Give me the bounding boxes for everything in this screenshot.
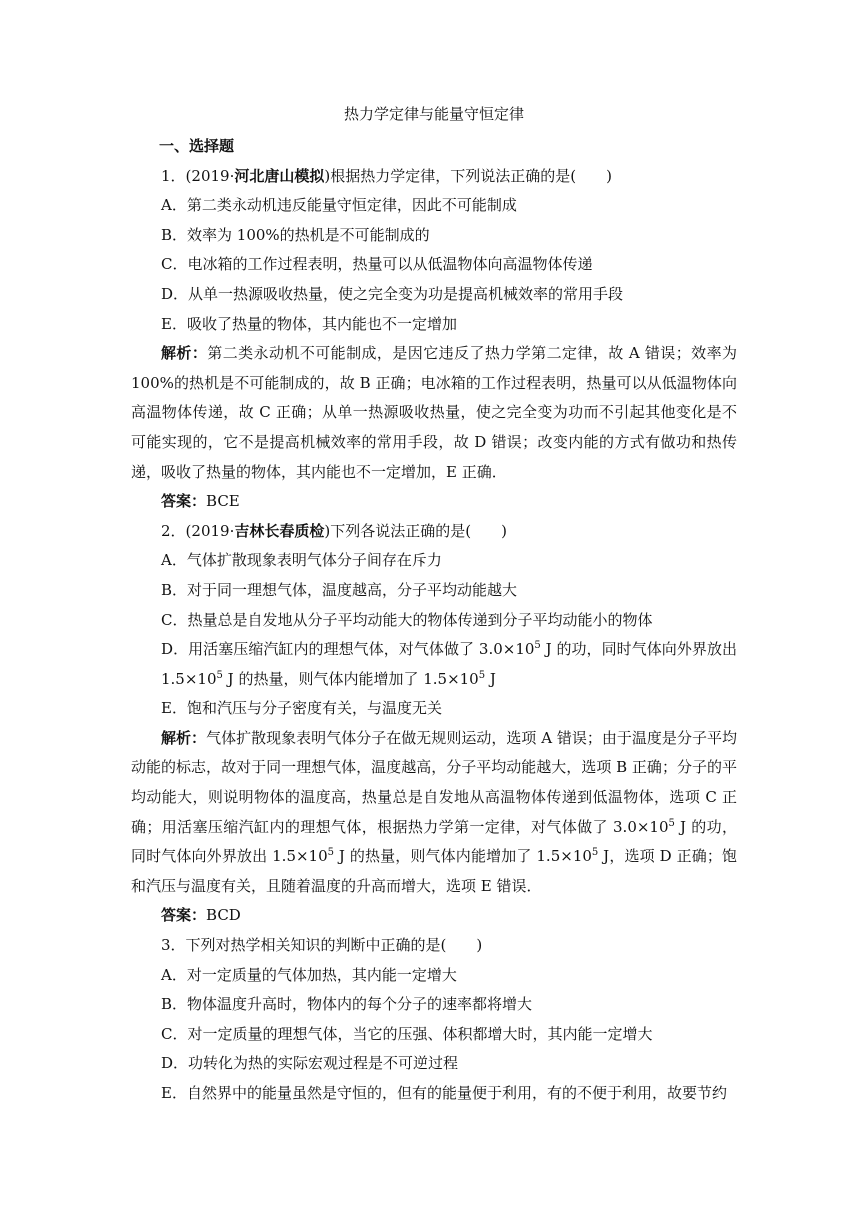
question-2-option-c: C．热量总是自发地从分子平均动能大的物体传递到分子平均动能小的物体	[161, 610, 653, 629]
analysis-label: 解析：	[161, 728, 207, 747]
question-1-stem: 1．(2019·河北唐山模拟)根据热力学定律，下列说法正确的是( )	[161, 166, 612, 185]
question-2-analysis: 解析：气体扩散现象表明气体分子在做无规则运动，选项 A 错误；由于温度是分子平均动能的标志，故对于同一理想气体，温度越高，分子平均动能越大，选项 B 正确；分子的平均动能大，则说明物体的温度高，热量总是自发地从高温物体传递到低温物体，选项 C 正确；用活塞压缩汽缸内的理想气体，根据热力学第一定律，对气体做了 $3.0\times 10^5$ J 的功，同时气体向外界放出 $1.5\times 10^5$ J 的热量，则气体内能增加了 $1.5\times 10^5$ J，选项 D 正确；饱和汽压与温度有关，且随着温度的升高而增大，选项 E 错误．	[131, 728, 737, 895]
question-2-option-d: D．用活塞压缩汽缸内的理想气体，对气体做了 $3.0\times 10^5$ J 的功，同时气体向外界放出$1.5\times 10^5$ J 的热量，则气体内能增加了 $1.5\times 10^5$ J	[161, 640, 737, 688]
question-2-option-e: E．饱和汽压与分子密度有关，与温度无关	[161, 699, 442, 718]
document-content	[131, 102, 737, 1109]
question-1-answer: 答案：BCE	[161, 492, 240, 511]
question-3-option-a: A．对一定质量的气体加热，其内能一定增大	[161, 965, 457, 984]
analysis-label: 解析：	[161, 344, 208, 363]
question-1-option-e: E．吸收了热量的物体，其内能也不一定增加	[161, 314, 457, 333]
question-2-stem: 2．(2019·吉林长春质检)下列各说法正确的是( )	[161, 521, 507, 540]
question-1-analysis: 解析：第二类永动机不可能制成，是因它违反了热力学第二定律，故 A 错误；效率为 100%的热机是不可能制成的，故 B 正确；电冰箱的工作过程表明，热量可以从低温物体向高温物体传递，故 C 正确；从单一热源吸收热量，使之完全变为功而不引起其他变化是不可能实现的，它不是提高机械效率的常用手段，故 D 错误；改变内能的方式有做功和热传递，吸收了热量的物体，其内能也不一定增加，E 正确．	[131, 344, 737, 481]
question-1-option-b: B．效率为 100%的热机是不可能制成的	[161, 225, 430, 244]
page-title: 热力学定律与能量守恒定律	[343, 105, 524, 123]
question-1-option-d: D．从单一热源吸收热量，使之完全变为功是提高机械效率的常用手段	[161, 284, 624, 303]
section-heading: 一、选择题	[159, 137, 235, 155]
question-2-source: 吉林长春质检	[234, 521, 325, 540]
question-1-option-a: A．第二类永动机违反能量守恒定律，因此不可能制成	[161, 196, 517, 215]
question-3-option-c: C．对一定质量的理想气体，当它的压强、体积都增大时，其内能一定增大	[161, 1024, 653, 1043]
question-1-option-c: C．电冰箱的工作过程表明，热量可以从低温物体向高温物体传递	[161, 255, 593, 274]
answer-label: 答案：	[161, 492, 207, 511]
answer-label: 答案：	[161, 906, 207, 925]
question-1-source: 河北唐山模拟	[234, 166, 325, 185]
question-3-option-d: D．功转化为热的实际宏观过程是不可逆过程	[161, 1054, 459, 1073]
question-2-answer: 答案：BCD	[161, 906, 241, 925]
question-3-option-b: B．物体温度升高时，物体内的每个分子的速率都将增大	[161, 995, 533, 1014]
question-3-option-e: E．自然界中的能量虽然是守恒的，但有的能量便于利用，有的不便于利用，故要节约	[161, 1084, 727, 1102]
question-2-option-b: B．对于同一理想气体，温度越高，分子平均动能越大	[161, 580, 518, 599]
question-3-stem: 3．下列对热学相关知识的判断中正确的是( )	[161, 936, 483, 955]
question-2-option-a: A．气体扩散现象表明气体分子间存在斥力	[161, 551, 442, 570]
